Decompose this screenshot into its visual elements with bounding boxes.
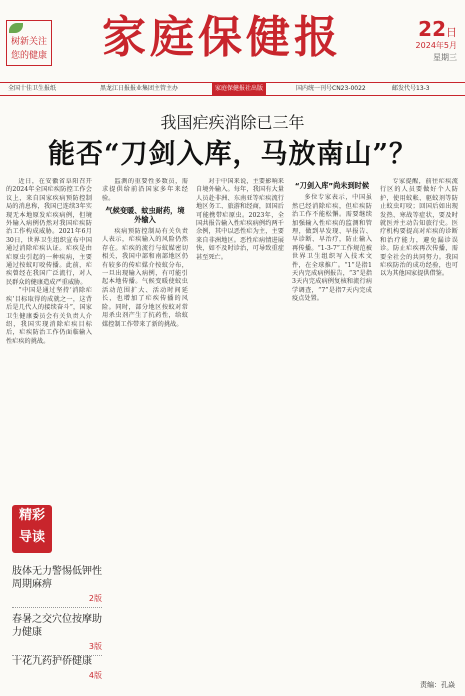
article-headline: 能否“刀剑入库，马放南山”？ xyxy=(47,139,418,170)
article-paragraph: 专家提醒，前往疟疾流行区的人员要做好个人防护，使用蚊帐、驱蚊剂等防止蚊虫叮咬；回国后如出现发热、寒战等症状，要及时就医并主动告知旅行史。医疗机构要提高对疟疾的诊断和治疗能力，避免漏诊误诊。防止疟疾再次传播，需要全社会的共同努力。我国疟疾防治的成功经验，也可以为其他国家提供借鉴。 xyxy=(380,178,458,278)
leaf-icon xyxy=(9,23,23,33)
section-heading: “刀剑入库”尚未到时候 xyxy=(294,181,370,190)
info-cn-number: 国内统一刊号CN23-0022 xyxy=(296,85,366,92)
guide-title xyxy=(12,505,52,553)
article-paragraph: 对于中国来说，主要影响来自境外输入。每年，我国有大量人员赴非洲、东南亚等疟疾流行地区务工、旅游和经商，回国后可能携带疟原虫。2023年，全国共报告输入性疟疾病例约两千余例，其中以恶性疟为主，主要来自非洲地区。恶性疟病情进展快，如不及时诊治，可导致重症甚至死亡。 xyxy=(196,178,284,261)
guide-item-title: 十花九药护侨健康 xyxy=(12,656,92,667)
info-sponsor: 黑龙江日报报业集团主管主办 xyxy=(100,85,179,92)
guide-item-title: 春暑之交穴位按摩助力健康 xyxy=(12,614,102,638)
article-paragraph: 疾病预防控制局有关负责人表示，疟疾输入的风险仍然存在。疟疾的流行与蚊媒密切相关，我国中部和南部地区仍有较多的传疟媒介按蚊分布，一旦出现输入病例，有可能引起本地传播。气候变暖使蚊虫活动范围扩大、活动时间延长，也增加了疟疾传播的风险。同时，部分地区按蚊对常用杀虫剂产生了抗药性，给蚊媒控制工作带来了新的挑战。 xyxy=(102,228,188,328)
guide-item[interactable] xyxy=(12,613,102,656)
issue-day: 22 xyxy=(418,17,446,41)
article-column-5 xyxy=(380,178,458,668)
guide-title-line-1: 精彩 xyxy=(18,508,45,523)
issue-day-unit: 日 xyxy=(446,26,457,39)
masthead xyxy=(0,0,465,80)
guide-item-title: 肢体无力警惕低钾性周期麻痹 xyxy=(12,566,102,590)
issue-date xyxy=(399,18,457,64)
section-heading: 气候变暖、蚊虫耐药，境外输入 xyxy=(105,206,185,224)
article-column-4 xyxy=(292,178,372,678)
article-paragraph: 监测的重要性多数员，需求提供给前沿国家多年来经验。 xyxy=(102,178,188,202)
article-paragraph: “中国是通过坚持‘消除疟疾’目标取得的成就之一，这背后是几代人的接续奋斗”，国家卫生健康委员会有关负责人介绍，我国实现消除疟疾目标后，疟疾防治工作仍面临输入性疟疾的挑战。 xyxy=(6,287,92,345)
newspaper-brand: 家庭保健报 xyxy=(102,12,342,63)
divider xyxy=(12,607,102,608)
article-paragraph: 近日，在安徽省阜阳召开的2024年全国疟疾防控工作会议上，来自国家疾病预防控制局的消息称，我国已连续3年实现无本地原发疟疾病例，但境外输入病例仍然对我国疟疾防治工作构成威胁。2021年6月30日，世界卫生组织宣布中国通过消除疟疾认证。疟疾是由疟原虫引起的一种疾病，主要通过按蚊叮咬传播。此前，疟疾曾经在我国广泛流行，对人民群众的健康造成严重威胁。 xyxy=(6,178,92,286)
info-award: 全国十佳卫生报纸 xyxy=(8,85,57,92)
highlights-guide xyxy=(6,505,106,685)
article-column-1 xyxy=(6,178,92,502)
article-kicker: 我国疟疾消除已三年 xyxy=(160,113,305,132)
article-paragraph: 多位专家表示，中国虽然已经消除疟疾，但疟疾防治工作不能松懈。需要继续加强输入性疟疾的监测和管理，做到早发现、早报告、早诊断、早治疗，防止输入再传播。“1-3-7”工作规范被世界卫生组织写入技术文件，在全球推广。“1”是指1天内完成病例报告，“3”是指3天内完成病例复核和流行病学调查，“7”是指7天内完成疫点处置。 xyxy=(292,194,372,303)
info-publisher: 家庭保健报社出版 xyxy=(212,83,266,95)
issue-weekday: 星期三 xyxy=(433,53,457,62)
guide-title-line-2: 导读 xyxy=(18,530,45,545)
editor-credit: 责编：孔焱 xyxy=(420,681,455,689)
slogan-line-1: 树新关注 xyxy=(10,37,47,47)
slogan-line-2: 您的健康 xyxy=(10,51,47,61)
issue-year-month: 2024年5月 xyxy=(415,41,457,50)
article-column-3 xyxy=(196,178,284,678)
slogan-box xyxy=(6,20,52,66)
guide-item[interactable] xyxy=(12,655,102,681)
info-postal-code: 邮发代号13-3 xyxy=(392,85,430,92)
info-bar xyxy=(0,82,465,96)
guide-item[interactable] xyxy=(12,565,102,608)
article-column-2 xyxy=(102,178,188,678)
guide-item-page: 3版 xyxy=(88,642,102,651)
guide-item-page: 4版 xyxy=(88,671,102,680)
guide-item-page: 2版 xyxy=(88,594,102,603)
